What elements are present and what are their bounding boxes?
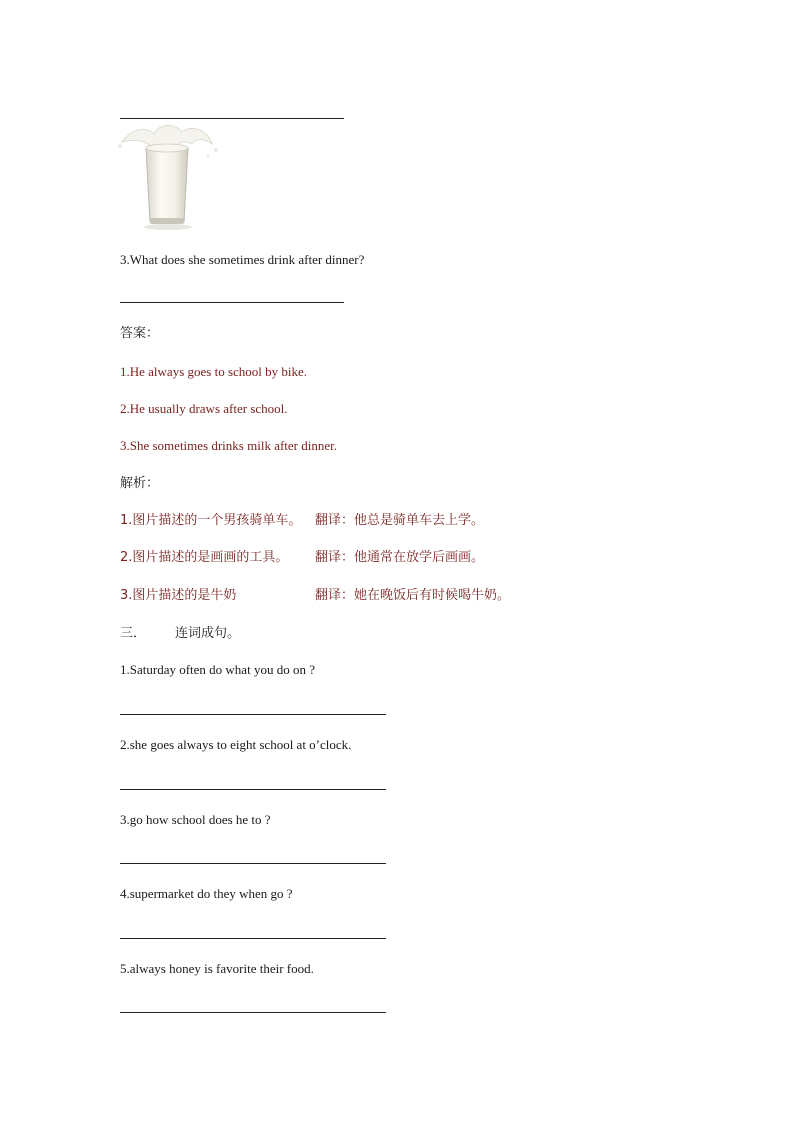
reorder-question-1: 1.Saturday often do what you do on ? xyxy=(120,662,315,677)
analysis-heading: 解析： xyxy=(120,476,160,491)
answer-line-top xyxy=(120,118,344,119)
answer-item-1: 1.He always goes to school by bike. xyxy=(120,364,308,379)
answer-line-reorder-5[interactable] xyxy=(120,1012,386,1013)
answer-line-q3[interactable] xyxy=(120,302,344,303)
answer-item-3: 3.She sometimes drinks milk after dinner. xyxy=(120,438,337,453)
section-3-number: 三． xyxy=(120,626,147,641)
answer-line-reorder-1[interactable] xyxy=(120,714,386,715)
analysis-item-2-description: 2.图片描述的是画画的工具。 xyxy=(120,550,289,565)
analysis-item-2-translation: 翻译：他通常在放学后画画。 xyxy=(315,550,485,565)
milk-glass-icon xyxy=(112,120,224,232)
analysis-item-3-description: 3.图片描述的是牛奶 xyxy=(120,588,237,603)
section-3-title: 连词成句。 xyxy=(175,626,241,641)
reorder-question-5: 5.always honey is favorite their food. xyxy=(120,961,314,976)
answers-heading: 答案： xyxy=(120,326,160,341)
analysis-item-3-translation: 翻译：她在晚饭后有时候喝牛奶。 xyxy=(315,588,511,603)
reorder-question-3: 3.go how school does he to ? xyxy=(120,812,271,827)
analysis-item-1-translation: 翻译：他总是骑单车去上学。 xyxy=(315,513,485,528)
answer-line-reorder-2[interactable] xyxy=(120,789,386,790)
reorder-question-2: 2.she goes always to eight school at o’clock. xyxy=(120,737,352,752)
reorder-question-4: 4.supermarket do they when go ? xyxy=(120,886,293,901)
analysis-item-1-description: 1.图片描述的一个男孩骑单车。 xyxy=(120,513,302,528)
answer-line-reorder-4[interactable] xyxy=(120,938,386,939)
answer-line-reorder-3[interactable] xyxy=(120,863,386,864)
question-3: 3.What does she sometimes drink after dinner? xyxy=(120,252,365,267)
answer-item-2: 2.He usually draws after school. xyxy=(120,401,288,416)
